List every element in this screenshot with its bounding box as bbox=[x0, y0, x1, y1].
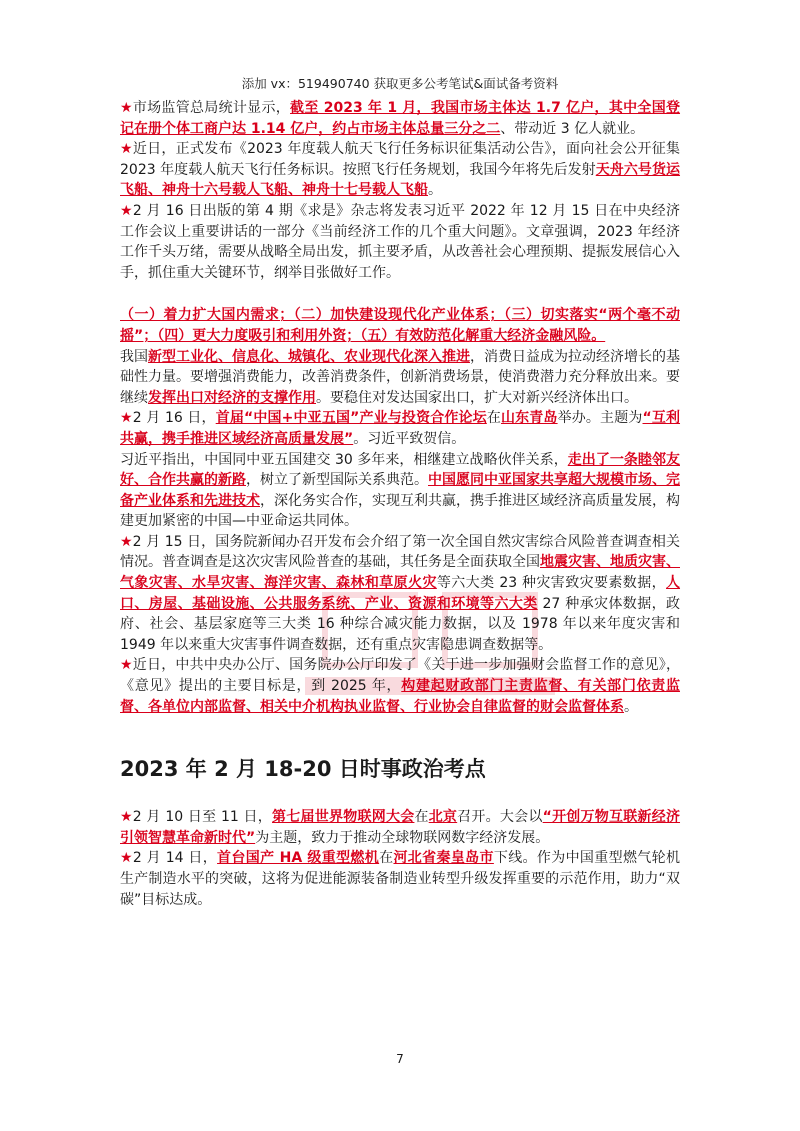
highlight: 河北省秦皇岛市 bbox=[393, 850, 494, 867]
highlight: 中国愿同中亚国家共享超大规模市场、完备产业体系和先进技术 bbox=[120, 472, 680, 509]
star-icon: ★ bbox=[120, 809, 133, 826]
paragraph-market: ★市场监管总局统计显示，截至 2023 年 1 月，我国市场主体达 1.7 亿户，其中全国登记在册个体工商户达 1.14 亿户，约占市场主体总量三分之二、带动近 3 亿人就业。 bbox=[120, 100, 681, 137]
paragraph-gas-turbine: ★2 月 14 日，首台国产 HA 级重型燃机在河北省秦皇岛市下线。作为中国重型燃气轮机生产制造水平的突破，这将为促进能源装备制造业转型升级发挥重要的示范作用，助力“双碳”目标达成。 bbox=[120, 850, 680, 908]
paragraph-iot-conference: ★2 月 10 日至 11 日，第七届世界物联网大会在北京召开。大会以“开创万物互联新经济 引领智慧革命新时代”为主题，致力于推动全球物联网数字经济发展。 bbox=[120, 809, 681, 846]
highlight: “互利共赢，携手推进区域经济高质量发展” bbox=[120, 410, 681, 447]
star-icon: ★ bbox=[120, 100, 133, 116]
highlight: 第七届世界物联网大会 bbox=[272, 809, 415, 826]
star-icon: ★ bbox=[120, 410, 133, 427]
highlight: 首台国产 HA 级重型燃机 bbox=[217, 850, 380, 867]
highlight: “开创万物互联新经济 引领智慧革命新时代” bbox=[120, 809, 681, 846]
star-icon: ★ bbox=[120, 141, 133, 158]
highlight: 新型工业化、信息化、城镇化、农业现代化深入推进 bbox=[148, 348, 470, 365]
highlight: 天舟六号货运飞船、神舟十六号载人飞船、神舟十七号载人飞船 bbox=[120, 161, 681, 199]
section-heading: 2023 年 2 月 18-20 日时事政治考点 bbox=[120, 757, 486, 782]
paragraph-qiushi: ★2 月 16 日出版的第 4 期《求是》杂志将发表习近平 2022 年 12 月 15 日在中央经济工作会议上重要讲话的一部分《当前经济工作的几个重大问题》。文章强调，2023 年经济工作千头万绪，需要从战略全局出发，抓主要矛盾，从改善社会心理预期、提振发展信心入手，抓住重大关键环节，纲举目张做好工作。 bbox=[120, 202, 680, 281]
star-icon: ★ bbox=[120, 202, 133, 219]
highlight: 发挥出口对经济的支撑作用 bbox=[148, 389, 316, 406]
highlight: 北京 bbox=[428, 809, 458, 826]
paragraph-financial-supervision: ★近日，中共中央办公厅、国务院办公厅印发了《关于进一步加强财会监督工作的意见》，《意见》提出的主要目标是，到 2025 年，构建起财政部门主责监督、有关部门依责监督、各单位内部监督、相关中介机构执业监督、行业协会自律监督的财会监督体系。 bbox=[120, 657, 681, 715]
highlight: 截至 2023 年 1 月，我国市场主体达 1.7 亿户，其中全国登记在册个体工商户达 1.14 亿户，约占市场主体总量三分之二 bbox=[120, 100, 681, 137]
document-body bbox=[120, 98, 680, 910]
page-number: 7 bbox=[396, 1052, 404, 1066]
highlight: 山东青岛 bbox=[500, 410, 558, 427]
paragraph-consumption: 我国新型工业化、信息化、城镇化、农业现代化深入推进，消费日益成为拉动经济增长的基础性力量。要增强消费能力，改善消费条件，创新消费场景，使消费潜力充分释放出来。要继续发挥出口对经济的支撑作用。要稳住对发达国家出口，扩大对新兴经济体出口。 bbox=[120, 348, 680, 406]
paragraph-five-points bbox=[120, 305, 680, 346]
paragraph-central-asia-forum: ★2 月 16 日，首届“中国+中亚五国”产业与投资合作论坛在山东青岛举办。主题为“互利共赢，携手推进区域经济高质量发展”。习近平致贺信。 bbox=[120, 410, 681, 447]
page-header: 添加 vx：519490740 获取更多公考笔试&面试备考资料 bbox=[241, 76, 559, 91]
star-icon: ★ bbox=[120, 657, 133, 674]
highlight: 人口、房屋、基础设施、公共服务系统、产业、资源和环境等六大类 bbox=[120, 575, 681, 612]
highlight: 走出了一条睦邻友好、合作共赢的新路 bbox=[120, 451, 680, 489]
paragraph-xi-remarks: 习近平指出，中国同中亚五国建交 30 多年来，相继建立战略伙伴关系，走出了一条睦邻友好、合作共赢的新路，树立了新型国际关系典范。中国愿同中亚国家共享超大规模市场、完备产业体系和先进技术，深化务实合作，实现互利共赢，携手推进区域经济高质量发展，构建更加紧密的中国—中亚命运共同体。 bbox=[120, 451, 680, 530]
highlight: （一）着力扩大国内需求；（二）加快建设现代化产业体系；（三）切实落实“两个毫不动摇”；（四）更大力度吸引和利用外资；（五）有效防范化解重大经济金融风险。 bbox=[120, 307, 680, 344]
paragraph-disaster-survey: ★2 月 15 日，国务院新闻办召开发布会介绍了第一次全国自然灾害综合风险普查调查相关情况。普查调查是这次灾害风险普查的基础，其任务是全面获取全国地震灾害、地质灾害、气象灾害、水旱灾害、海洋灾害、森林和草原火灾等六大类 23 种灾害致灾要素数据，人口、房屋、基础设施、公共服务系统、产业、资源和环境等六大类 27 种承灾体数据，政府、社会、基层家庭等三大类 16 种综合减灾能力数据，以及 1978 年以来年度灾害和 1949 年以来重大灾害事件调查数据，还有重点灾害隐患调查数据等。 bbox=[120, 533, 681, 653]
star-icon: ★ bbox=[120, 850, 133, 867]
paragraph-spaceflight: ★近日，正式发布《2023 年度载人航天飞行任务标识征集活动公告》，面向社会公开征集 2023 年度载人航天飞行任务标识。按照飞行任务规划，我国今年将先后发射天舟六号货运飞船、神舟十六号载人飞船、神舟十七号载人飞船。 bbox=[120, 141, 681, 199]
highlight: 地震灾害、地质灾害、气象灾害、水旱灾害、海洋灾害、森林和草原火灾 bbox=[120, 554, 680, 592]
highlight: 构建起财政部门主责监督、有关部门依责监督、各单位内部监督、相关中介机构执业监督、行业协会自律监督的财会监督体系 bbox=[120, 678, 680, 715]
star-icon: ★ bbox=[120, 533, 133, 550]
highlight: 首届“中国+中亚五国”产业与投资合作论坛 bbox=[215, 410, 487, 427]
